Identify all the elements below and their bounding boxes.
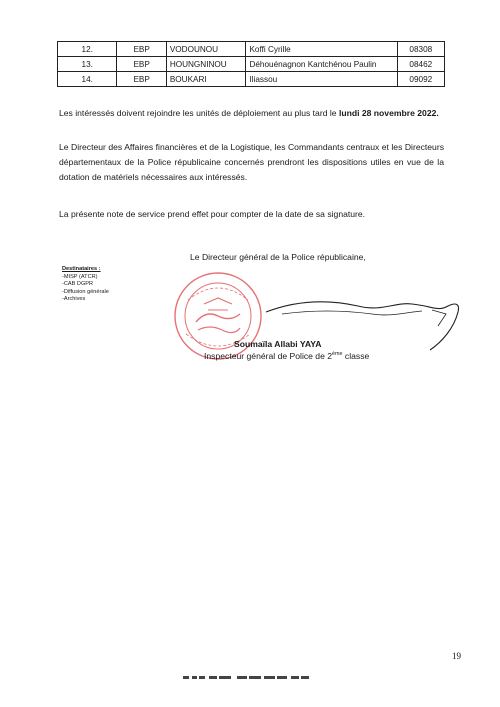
logistics-paragraph: Le Directeur des Affaires financières et de la Logistique, les Commandants centraux et les Directeurs départementaux de la Police républicaine concernés prendront les dispositions utiles en vue de la dotation de matériels nécessaires aux intéressés. — [59, 142, 444, 182]
personnel-table — [57, 41, 445, 87]
table-row — [58, 42, 445, 57]
page-number: 19 — [452, 651, 461, 661]
first-name-cell: Iliassou — [246, 72, 397, 87]
recipients-list — [62, 266, 109, 304]
matricule-cell: 08462 — [397, 57, 444, 72]
recipient-item: -CAB DGPR — [62, 281, 94, 288]
first-name-cell: Déhouénagnon Kantchénou Paulin — [246, 57, 397, 72]
grade-cell: EBP — [117, 72, 166, 87]
first-name-cell: Koffi Cyrille — [246, 42, 397, 57]
grade-cell: EBP — [117, 42, 166, 57]
last-name-cell: VODOUNOU — [166, 42, 246, 57]
deployment-paragraph: Les intéressés doivent rejoindre les unités de déploiement au plus tard le lundi 28 novembre 2022. — [59, 108, 439, 118]
matricule-cell: 09092 — [397, 72, 444, 87]
matricule-cell: 08308 — [397, 42, 444, 57]
grade-cell: EBP — [117, 57, 166, 72]
row-number: 12. — [58, 42, 117, 57]
recipient-item: -MISP (ATCR) — [62, 273, 98, 280]
recipient-item: -Archives — [62, 296, 86, 303]
last-name-cell: BOUKARI — [166, 72, 246, 87]
recipient-item: -Diffusion générale — [62, 288, 109, 295]
last-name-cell: HOUNGNINOU — [166, 57, 246, 72]
director-title: Le Directeur général de la Police républicaine, — [190, 252, 366, 262]
effective-date-paragraph: La présente note de service prend effet pour compter de la date de sa signature. — [59, 209, 366, 219]
row-number: 14. — [58, 72, 117, 87]
director-rank: Inspecteur général de Police de 2ème classe — [204, 351, 370, 361]
row-number: 13. — [58, 57, 117, 72]
deadline-date: lundi 28 novembre 2022. — [338, 108, 439, 118]
scan-artifact-bar — [183, 676, 309, 679]
recipients-heading: Destinataires : — [62, 266, 101, 272]
director-name: Soumaïla Allabi YAYA — [234, 339, 322, 349]
table-row — [58, 57, 445, 72]
table-row — [58, 72, 445, 87]
